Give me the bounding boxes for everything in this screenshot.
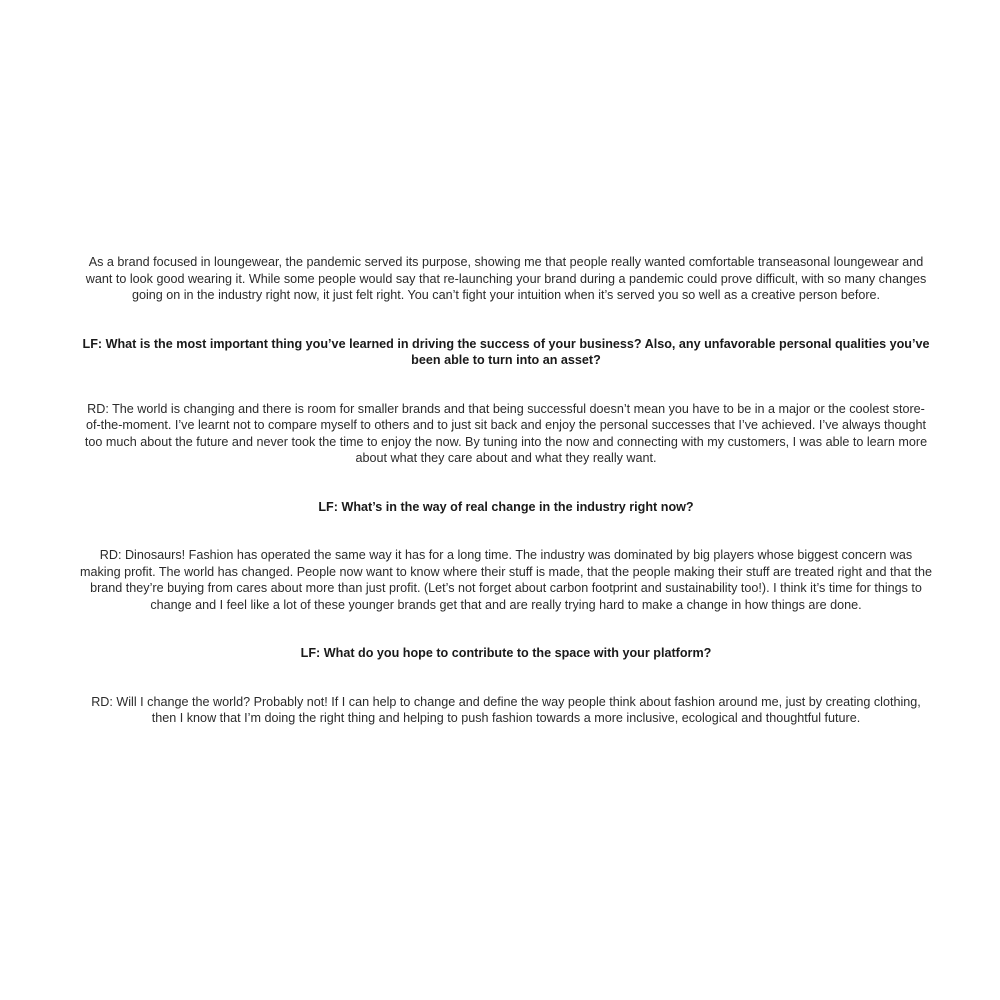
answer-paragraph: RD: Will I change the world? Probably not! If I can help to change and define the way people think about fashion around me, just by creating clothing, then I know that I’m doing the right thing and helping to push fashion towards a more inclusive, ecological and thoughtful future. [91,694,921,725]
article-body [80,254,932,759]
interview-question: LF: What is the most important thing you’ve learned in driving the success of your business? Also, any unfavorable personal qualities you’ve been able to turn into an asset? [82,336,930,367]
interview-question: LF: What do you hope to contribute to the space with your platform? [300,646,712,660]
interview-question: LF: What’s in the way of real change in the industry right now? [318,499,694,514]
answer-paragraph: RD: Dinosaurs! Fashion has operated the same way it has for a long time. The industry was dominated by big players whose biggest concern was making profit. The world has changed. People now want to know where their stuff is made, that the people making their stuff are treated right and that the brand they’re buying from cares about more than just profit. (Let’s not forget about carbon footprint and sustainability too!). I think it’s time for things to change and I feel like a lot of these younger brands get that and are really trying hard to make a change in how things are done. [80,548,932,612]
answer-paragraph: RD: The world is changing and there is room for smaller brands and that being successful doesn’t mean you have to be in a major or the coolest store-of-the-moment. I’ve learnt not to compare myself to others and to just sit back and enjoy the personal successes that I’ve achieved. I’ve always thought too much about the future and never took the time to enjoy the now. By tuning into the now and connecting with my customers, I was able to learn more about what they care about and what they really want. [84,401,928,465]
answer-paragraph: As a brand focused in loungewear, the pandemic served its purpose, showing me that people really wanted comfortable transeasonal loungewear and want to look good wearing it. While some people would say that re-launching your brand during a pandemic could prove difficult, with so many changes going on in the industry right now, it just felt right. You can’t fight your intuition when it’s served you so well as a creative person before. [85,255,927,302]
